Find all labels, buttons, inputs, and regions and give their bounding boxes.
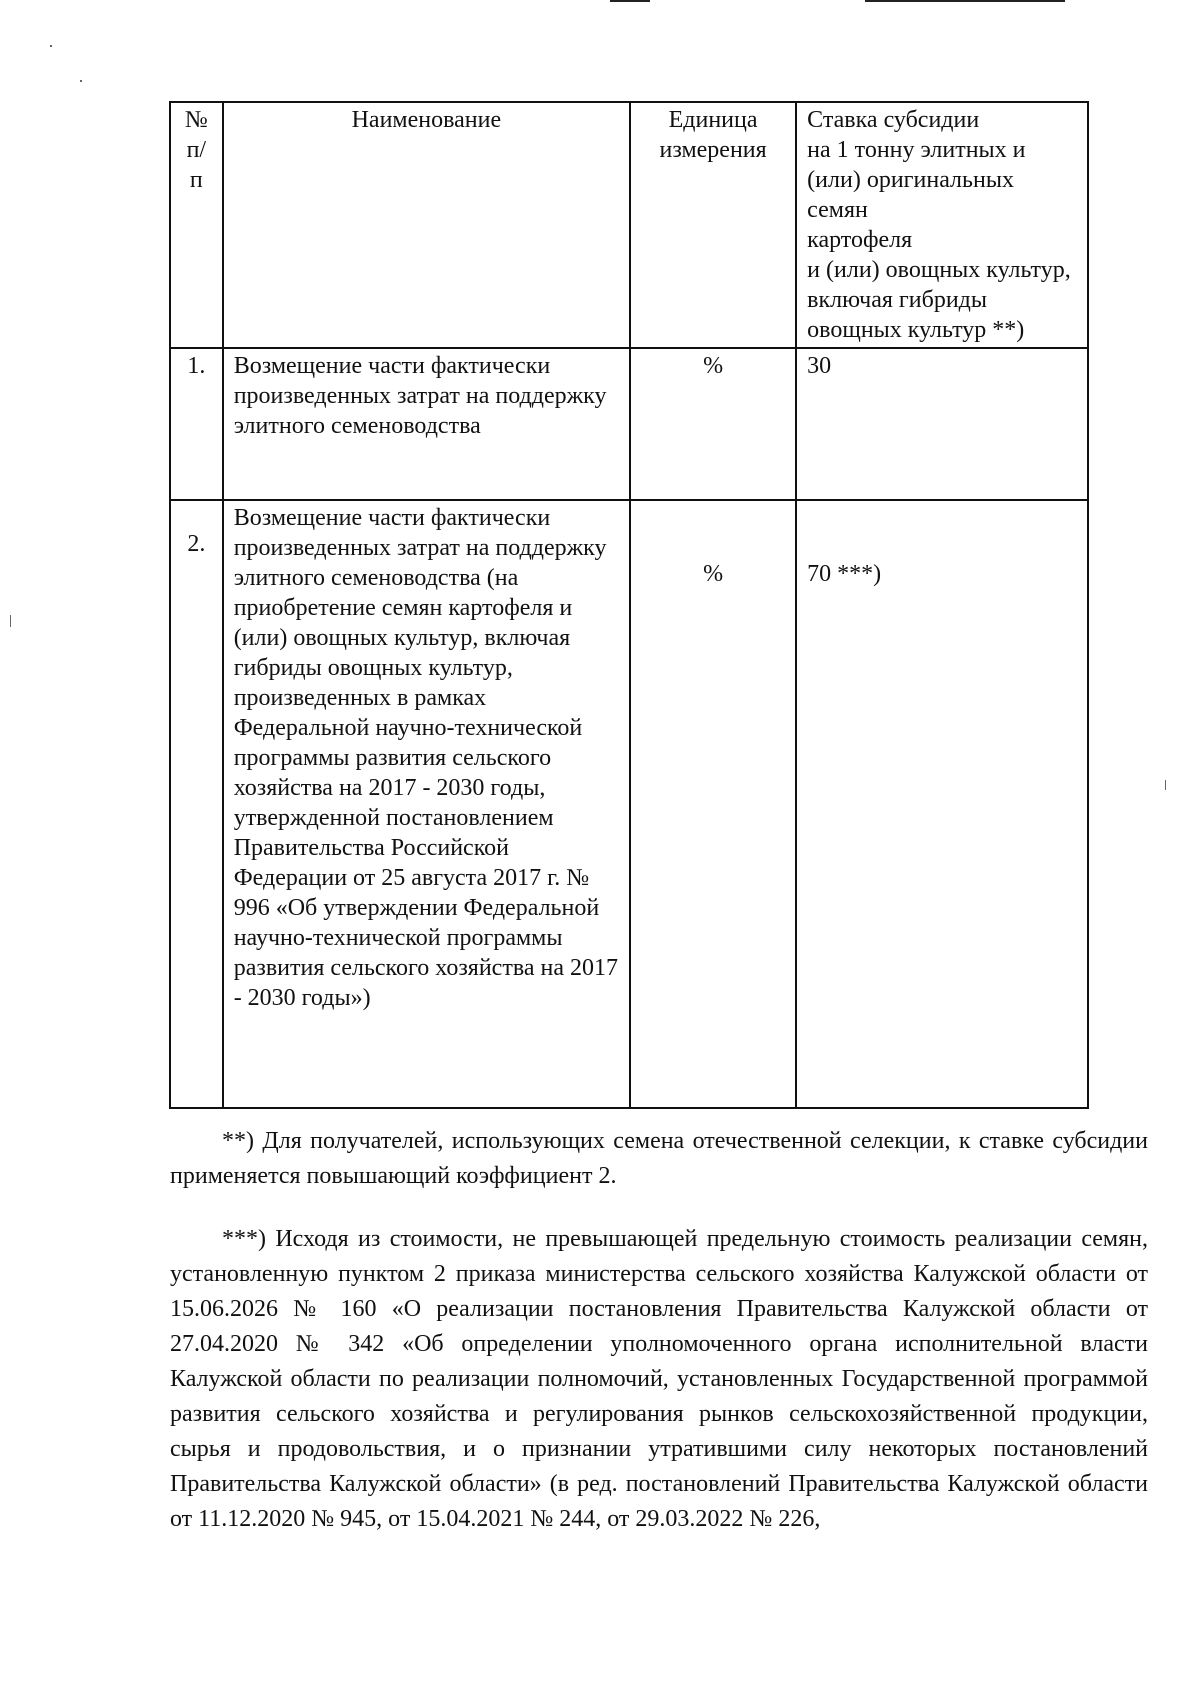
top-edge-line bbox=[610, 0, 650, 2]
row-unit: % bbox=[630, 500, 796, 1108]
top-edge-line bbox=[865, 0, 1065, 2]
table-row bbox=[170, 500, 1088, 1108]
row-name: Возмещение части фактически произведенных затрат на поддержку элитного семеноводства bbox=[223, 348, 630, 500]
row-number: 1. bbox=[170, 348, 223, 500]
header-unit: Единица измерения bbox=[630, 102, 796, 348]
header-rate: Ставка субсидии на 1 тонну элитных и (или) оригинальных семян картофеля и (или) овощных культур, включая гибриды овощных культур **) bbox=[796, 102, 1088, 348]
subsidy-rates-table bbox=[169, 101, 1089, 1109]
scan-speck bbox=[80, 80, 82, 82]
row-name: Возмещение части фактически произведенных затрат на поддержку элитного семеноводства (на приобретение семян картофеля и (или) овощных культур, включая гибриды овощных культур, произведенных в рамках Федеральной научно-технической программы развития сельского хозяйства на 2017 - 2030 годы, утвержденной постановлением Правительства Российской Федерации от 25 августа 2017 г. № 996 «Об утверждении Федеральной научно-технической программы развития сельского хозяйства на 2017 - 2030 годы») bbox=[223, 500, 630, 1108]
table-header-row bbox=[170, 102, 1088, 348]
row-rate: 30 bbox=[796, 348, 1088, 500]
footnote-text: ***) Исходя из стоимости, не превышающей предельную стоимость реализации семян, установленную пунктом 2 приказа министерства сельского хозяйства Калужской области от 15.06.2026 № 160 «О реализации постановления Правительства Калужской области от 27.04.2020 № 342 «Об определении уполномоченного органа исполнительной власти Калужской области по реализации полномочий, установленных Государственной программой развития сельского хозяйства и регулирования рынков сельскохозяйственной продукции, сырья и продовольствия, и о признании утратившими силу некоторых постановлений Правительства Калужской области» (в ред. постановлений Правительства Калужской области от 11.12.2020 № 945, от 15.04.2021 № 244, от 29.03.2022 № 226, bbox=[170, 1226, 1148, 1532]
header-name: Наименование bbox=[223, 102, 630, 348]
row-unit: % bbox=[630, 348, 796, 500]
scan-mark bbox=[10, 615, 11, 627]
footnote-price-limit bbox=[170, 1222, 1148, 1537]
header-number: № п/п bbox=[170, 102, 223, 348]
scan-mark bbox=[1165, 780, 1166, 790]
row-rate: 70 ***) bbox=[796, 500, 1088, 1108]
table-row bbox=[170, 348, 1088, 500]
scan-speck bbox=[50, 45, 52, 47]
footnote-coefficient bbox=[170, 1124, 1148, 1194]
row-number: 2. bbox=[170, 500, 223, 1108]
footnote-text: **) Для получателей, использующих семена отечественной селекции, к ставке субсидии применяется повышающий коэффициент 2. bbox=[170, 1128, 1148, 1189]
